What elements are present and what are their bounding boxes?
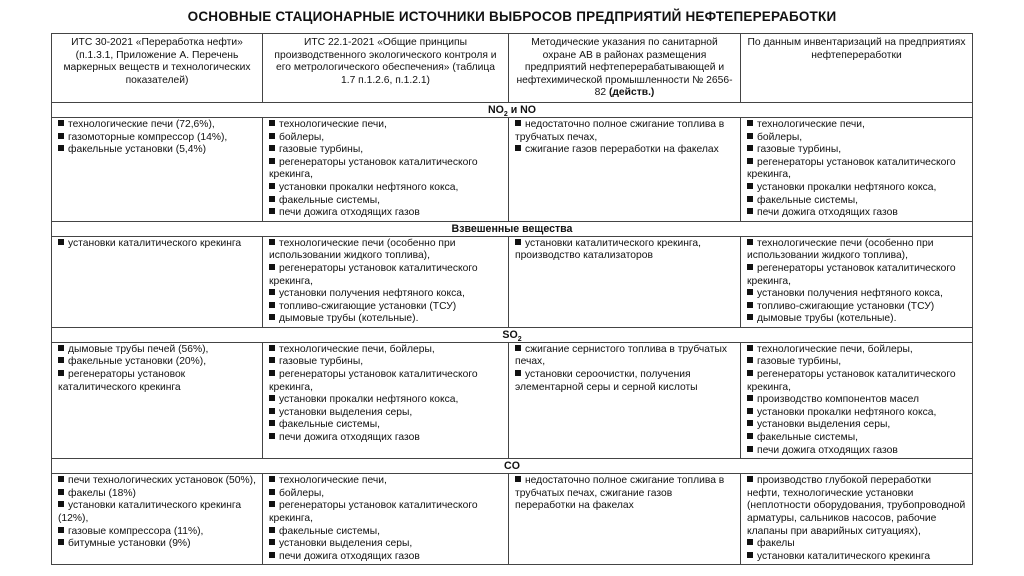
cell-guidelines: [509, 342, 741, 458]
section-header-row: [52, 327, 973, 342]
section-title-main: Взвешенные вещества: [451, 222, 573, 235]
header-row: [52, 34, 973, 103]
list-item: [747, 551, 966, 564]
cell-inventory: [741, 342, 973, 458]
bullet-square-icon: [58, 345, 64, 351]
list-item: [58, 526, 256, 539]
list-item-text: факельные системы,: [279, 194, 380, 206]
header-guidelines: [509, 34, 741, 103]
bullet-square-icon: [58, 145, 64, 151]
bullet-square-icon: [58, 239, 64, 245]
bullet-square-icon: [269, 433, 275, 439]
list-item-text: печи дожига отходящих газов: [757, 444, 898, 456]
list-item-text: производство глубокой переработки нефти, технологические установки (неплотности оборудования, трубопроводной арматуры, сальников насосов, рабочие клапаны при аварийных ситуациях),: [747, 475, 966, 537]
list-item-text: установки получения нефтяного кокса,: [757, 288, 943, 300]
list-item-text: регенераторы установок каталитического крекинга,: [269, 500, 478, 524]
table-row: [52, 474, 973, 565]
bullet-square-icon: [269, 158, 275, 164]
bullet-square-icon: [269, 120, 275, 126]
bullet-square-icon: [747, 395, 753, 401]
list-item: [269, 432, 502, 445]
list-item-text: установки прокалки нефтяного кокса,: [757, 181, 937, 193]
cell-inventory: [741, 117, 973, 221]
list-item-text: факельные системы,: [757, 432, 858, 444]
list-item: [269, 288, 502, 301]
cell-guidelines: [509, 117, 741, 221]
list-item-text: технологические печи,: [279, 118, 387, 130]
list-item-text: установки прокалки нефтяного кокса,: [279, 181, 459, 193]
section-title-main: NO: [487, 103, 504, 116]
list-item: [269, 500, 502, 525]
cell-its30: [52, 236, 263, 327]
bullet-square-icon: [515, 476, 521, 482]
list-item-text: дымовые трубы (котельные).: [757, 313, 897, 325]
list-item-text: технологические печи, бойлеры,: [279, 343, 435, 355]
header-inventory: По данным инвентаризаций на предприятиях нефтепереработки: [741, 34, 973, 103]
section-title-main: CO: [504, 460, 520, 473]
list-item-text: технологические печи, бойлеры,: [757, 343, 913, 355]
bullet-square-icon: [747, 314, 753, 320]
list-item-text: установки каталитического крекинга: [68, 237, 242, 249]
list-item: [269, 538, 502, 551]
list-item: [58, 356, 256, 369]
bullet-square-icon: [269, 145, 275, 151]
list-item-text: факельные системы,: [279, 419, 380, 431]
bullet-square-icon: [747, 539, 753, 545]
list-item-text: недостаточно полное сжигание топлива в трубчатых печах, сжигание газов переработки на факелах: [515, 475, 725, 512]
bullet-square-icon: [269, 489, 275, 495]
list-item-text: установки выделения серы,: [757, 419, 891, 431]
cell-its22: [263, 117, 509, 221]
list-item: [269, 475, 502, 488]
list-item: [269, 488, 502, 501]
list-item-text: регенераторы установок каталитического крекинга: [58, 369, 186, 393]
list-item: [515, 119, 734, 144]
section-title: [52, 459, 973, 474]
list-item: [58, 144, 256, 157]
list-item: [269, 195, 502, 208]
bullet-square-icon: [747, 133, 753, 139]
sources-table: [51, 33, 973, 565]
list-item-text: топливо-сжигающие установки (ТСУ): [757, 300, 935, 312]
bullet-square-icon: [269, 357, 275, 363]
page-title: ОСНОВНЫЕ СТАЦИОНАРНЫЕ ИСТОЧНИКИ ВЫБРОСОВ ПРЕДПРИЯТИЙ НЕФТЕПЕРЕРАБОТКИ: [187, 9, 837, 24]
bullet-square-icon: [515, 345, 521, 351]
bullet-square-icon: [269, 289, 275, 295]
list-item: [747, 157, 966, 182]
list-item: [747, 301, 966, 314]
list-item-text: факельные установки (20%),: [68, 356, 207, 368]
cell-its22: [263, 236, 509, 327]
list-item-text: регенераторы установок каталитического крекинга,: [269, 369, 478, 393]
list-item: [58, 119, 256, 132]
list-item-text: бойлеры,: [279, 487, 325, 499]
list-item-text: факельные установки (5,4%): [68, 144, 207, 156]
list-item-text: установки выделения серы,: [279, 406, 413, 418]
bullet-square-icon: [58, 539, 64, 545]
bullet-square-icon: [747, 446, 753, 452]
bullet-square-icon: [747, 302, 753, 308]
section-title-subscript: 2: [503, 111, 508, 119]
list-item-text: печи дожига отходящих газов: [279, 207, 420, 219]
list-item-text: дымовые трубы печей (56%),: [68, 343, 209, 355]
list-item-text: факелы: [757, 538, 795, 550]
list-item-text: печи дожига отходящих газов: [279, 432, 420, 444]
bullet-square-icon: [58, 501, 64, 507]
list-item: [269, 407, 502, 420]
list-item: [58, 132, 256, 145]
cell-guidelines: [509, 236, 741, 327]
bullet-square-icon: [515, 370, 521, 376]
list-item-text: регенераторы установок каталитического крекинга,: [269, 262, 478, 287]
list-item: [747, 407, 966, 420]
list-item: [269, 369, 502, 394]
list-item-text: бойлеры,: [757, 131, 803, 143]
section-title-rest: и NO: [507, 103, 537, 116]
list-item-text: установки прокалки нефтяного кокса,: [279, 394, 459, 406]
header-its30: ИТС 30-2021 «Переработка нефти» (п.1.3.1, Приложение А. Перечень маркерных веществ и технологических показателей): [52, 34, 263, 103]
list-item: [58, 488, 256, 501]
list-item-text: технологические печи (особенно при использовании жидкого топлива),: [269, 237, 456, 262]
bullet-square-icon: [269, 239, 275, 245]
table-body: [52, 102, 973, 564]
list-item: [515, 344, 734, 369]
header-guidelines-text: Методические указания по санитарной охране АВ в районах размещения предприятий нефтеперерабатывающей и нефтехимической промышленности № 2656-82: [516, 37, 733, 99]
list-item: [58, 500, 256, 525]
list-item: [747, 344, 966, 357]
list-item-text: установки прокалки нефтяного кокса,: [757, 406, 937, 418]
bullet-square-icon: [747, 145, 753, 151]
list-item: [269, 344, 502, 357]
list-item-text: регенераторы установок каталитического крекинга,: [747, 369, 956, 393]
section-header-row: [52, 221, 973, 236]
cell-its30: [52, 117, 263, 221]
cell-guidelines: [509, 474, 741, 565]
list-item: [515, 144, 734, 157]
list-item: [747, 263, 966, 288]
list-item-text: установки сероочистки, получения элементарной серы и серной кислоты: [515, 369, 698, 393]
list-item-text: топливо-сжигающие установки (ТСУ): [279, 300, 457, 312]
list-item: [58, 344, 256, 357]
list-item: [747, 182, 966, 195]
bullet-square-icon: [269, 345, 275, 351]
section-title: [52, 327, 973, 342]
list-item: [747, 313, 966, 326]
list-item: [747, 475, 966, 538]
list-item: [269, 356, 502, 369]
list-item: [515, 475, 734, 513]
list-item-text: установки каталитического крекинга: [757, 550, 931, 562]
bullet-square-icon: [269, 314, 275, 320]
list-item: [269, 301, 502, 314]
section-title: [52, 102, 973, 117]
list-item-text: недостаточно полное сжигание топлива в трубчатых печах,: [515, 118, 725, 143]
list-item-text: дымовые трубы (котельные).: [279, 313, 419, 325]
list-item: [747, 356, 966, 369]
list-item-text: газовые турбины,: [757, 144, 842, 156]
bullet-square-icon: [58, 120, 64, 126]
list-item: [58, 475, 256, 488]
list-item: [269, 313, 502, 326]
list-item-text: печи дожига отходящих газов: [279, 550, 420, 562]
list-item: [747, 119, 966, 132]
list-item: [747, 419, 966, 432]
list-item: [269, 207, 502, 220]
list-item-text: установки выделения серы,: [279, 538, 413, 550]
list-item: [269, 526, 502, 539]
list-item: [269, 144, 502, 157]
list-item: [747, 238, 966, 263]
section-header-row: [52, 102, 973, 117]
list-item: [747, 132, 966, 145]
list-item-text: факельные системы,: [757, 194, 858, 206]
list-item-text: установки каталитического крекинга (12%),: [58, 500, 242, 524]
list-item: [269, 182, 502, 195]
bullet-square-icon: [269, 302, 275, 308]
list-item-text: печи технологических установок (50%),: [68, 475, 256, 487]
bullet-square-icon: [269, 196, 275, 202]
list-item: [747, 445, 966, 458]
bullet-square-icon: [747, 183, 753, 189]
list-item: [747, 195, 966, 208]
header-guidelines-status: (действ.): [608, 87, 655, 99]
bullet-square-icon: [58, 527, 64, 533]
list-item: [515, 238, 734, 263]
section-title-main: SO: [502, 328, 518, 341]
bullet-square-icon: [269, 420, 275, 426]
bullet-square-icon: [269, 133, 275, 139]
section-title: [52, 221, 973, 236]
cell-inventory: [741, 474, 973, 565]
list-item: [269, 119, 502, 132]
list-item-text: газомоторные компрессор (14%),: [68, 131, 228, 143]
table-row: [52, 236, 973, 327]
list-item-text: печи дожига отходящих газов: [757, 207, 898, 219]
list-item-text: технологические печи,: [279, 475, 387, 487]
section-title-subscript: 2: [517, 335, 522, 343]
table-row: [52, 117, 973, 221]
list-item: [747, 538, 966, 551]
list-item: [269, 394, 502, 407]
list-item: [515, 369, 734, 394]
list-item-text: технологические печи,: [757, 118, 865, 130]
list-item-text: сжигание сернистого топлива в трубчатых печах,: [515, 343, 728, 368]
bullet-square-icon: [515, 120, 521, 126]
bullet-square-icon: [58, 133, 64, 139]
list-item: [747, 207, 966, 220]
bullet-square-icon: [747, 264, 753, 270]
bullet-square-icon: [747, 208, 753, 214]
bullet-square-icon: [269, 552, 275, 558]
header-its22: ИТС 22.1-2021 «Общие принципы производственного экологического контроля и его метрологического обеспечения» (таблица 1.7 п.1.2.6, п.1.2.1): [263, 34, 509, 103]
bullet-square-icon: [747, 370, 753, 376]
bullet-square-icon: [747, 476, 753, 482]
list-item: [58, 369, 256, 394]
bullet-square-icon: [58, 370, 64, 376]
list-item: [269, 157, 502, 182]
list-item-text: регенераторы установок каталитического крекинга,: [747, 262, 956, 287]
list-item-text: газовые турбины,: [279, 356, 364, 368]
bullet-square-icon: [747, 408, 753, 414]
bullet-square-icon: [269, 264, 275, 270]
list-item: [747, 144, 966, 157]
list-item-text: установки получения нефтяного кокса,: [279, 288, 465, 300]
bullet-square-icon: [58, 489, 64, 495]
list-item: [269, 263, 502, 288]
bullet-square-icon: [747, 357, 753, 363]
list-item: [747, 369, 966, 394]
list-item: [747, 432, 966, 445]
list-item-text: факельные системы,: [279, 525, 380, 537]
bullet-square-icon: [747, 120, 753, 126]
bullet-square-icon: [269, 539, 275, 545]
bullet-square-icon: [747, 552, 753, 558]
bullet-square-icon: [269, 370, 275, 376]
bullet-square-icon: [747, 420, 753, 426]
bullet-square-icon: [515, 239, 521, 245]
bullet-square-icon: [747, 345, 753, 351]
list-item: [58, 538, 256, 551]
list-item-text: битумные установки (9%): [68, 538, 191, 550]
list-item-text: регенераторы установок каталитического крекинга,: [747, 156, 956, 181]
bullet-square-icon: [269, 408, 275, 414]
list-item-text: установки каталитического крекинга, производство катализаторов: [515, 237, 702, 262]
cell-its30: [52, 474, 263, 565]
list-item-text: технологические печи (72,6%),: [68, 118, 215, 130]
bullet-square-icon: [515, 145, 521, 151]
list-item-text: бойлеры,: [279, 131, 325, 143]
bullet-square-icon: [747, 289, 753, 295]
list-item-text: газовые турбины,: [757, 356, 842, 368]
cell-its22: [263, 474, 509, 565]
list-item: [269, 419, 502, 432]
list-item: [747, 394, 966, 407]
cell-its30: [52, 342, 263, 458]
list-item: [747, 288, 966, 301]
list-item-text: газовые компрессора (11%),: [68, 525, 204, 537]
bullet-square-icon: [269, 395, 275, 401]
bullet-square-icon: [747, 158, 753, 164]
bullet-square-icon: [269, 476, 275, 482]
list-item-text: производство компонентов масел: [757, 394, 920, 406]
list-item-text: газовые турбины,: [279, 144, 364, 156]
list-item: [269, 551, 502, 564]
list-item-text: регенераторы установок каталитического крекинга,: [269, 156, 478, 181]
list-item: [269, 132, 502, 145]
list-item: [58, 238, 256, 251]
bullet-square-icon: [269, 183, 275, 189]
table-row: [52, 342, 973, 458]
bullet-square-icon: [747, 433, 753, 439]
bullet-square-icon: [269, 208, 275, 214]
cell-its22: [263, 342, 509, 458]
bullet-square-icon: [269, 501, 275, 507]
cell-inventory: [741, 236, 973, 327]
list-item-text: факелы (18%): [68, 487, 136, 499]
bullet-square-icon: [58, 476, 64, 482]
bullet-square-icon: [58, 357, 64, 363]
list-item-text: сжигание газов переработки на факелах: [525, 144, 719, 156]
bullet-square-icon: [747, 239, 753, 245]
list-item: [269, 238, 502, 263]
bullet-square-icon: [269, 527, 275, 533]
bullet-square-icon: [747, 196, 753, 202]
section-header-row: [52, 459, 973, 474]
list-item-text: технологические печи (особенно при использовании жидкого топлива),: [747, 237, 934, 262]
